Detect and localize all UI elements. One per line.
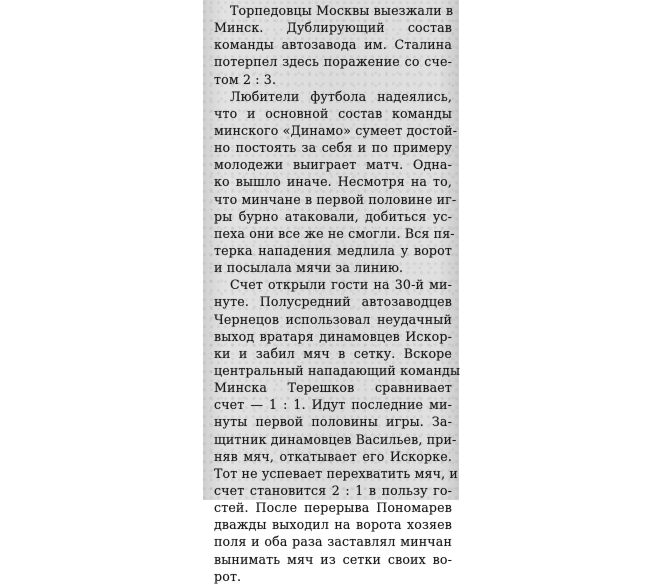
article-line: команды автозавода им. Сталина <box>214 37 452 53</box>
article-line: Тот не успевает перехватить мяч, и <box>214 465 458 481</box>
article-line: счет становится 2 : 1 в пользу го- <box>214 482 452 498</box>
article-line: ки и забил мяч в сетку. Вскоре <box>214 345 452 361</box>
article-text <box>214 2 461 585</box>
article-line: Счет открыли гости на 30-й ми- <box>230 277 452 293</box>
article-line: няв мяч, откатывает его Искорке. <box>214 448 452 464</box>
article-line: молодежи выиграет матч. Одна- <box>214 157 452 173</box>
article-line: нуте. Полусредний автозаводцев <box>214 294 452 310</box>
article-line: Любители футбола надеялись, <box>230 88 452 104</box>
article-line: ко вышло иначе. Несмотря на то, <box>214 174 452 190</box>
newspaper-clipping <box>203 0 461 584</box>
article-line: счет — 1 : 1. Идут последние ми- <box>214 397 452 413</box>
article-line: нуты первой половины игры. За- <box>214 414 452 430</box>
article-line: Торпедовцы Москвы выезжали в <box>230 3 454 18</box>
article-line: но постоять за себя и по примеру <box>214 140 452 156</box>
article-line: что минчане в первой половине иг- <box>214 191 457 207</box>
article-line: стей. После перерыва Пономарев <box>214 500 452 516</box>
article-line: рот. <box>214 568 242 584</box>
article-line: Минска Терешков сравнивает <box>214 380 452 396</box>
article-line: центральный нападающий команды <box>214 362 461 378</box>
article-line: пеха они все же не смогли. Вся пя- <box>214 225 455 241</box>
article-line: терка нападения медлила у ворот <box>214 242 452 258</box>
article-line: ры бурно атаковали, добиться ус- <box>214 208 452 224</box>
article-line: и посылала мячи за линию. <box>214 260 404 276</box>
article-line: что и основной состав команды <box>214 105 452 121</box>
article-line: потерпел здесь поражение со сче- <box>214 54 452 70</box>
article-line: поля и оба раза заставлял минчан <box>214 534 452 550</box>
article-line: минского «Динамо» сумеет достой- <box>214 122 458 138</box>
article-line: том 2 : 3. <box>214 71 277 87</box>
article-line: Чернецов использовал неудачный <box>214 311 452 327</box>
article-line: вынимать мяч из сетки своих во- <box>214 551 452 567</box>
article-line: щитник динамовцев Васильев, при- <box>214 431 457 447</box>
article-line: выход вратаря динамовцев Искор- <box>214 328 452 344</box>
article-line: дважды выходил на ворота хозяев <box>214 517 452 533</box>
article-line: Минск. Дублирующий состав <box>214 20 452 36</box>
